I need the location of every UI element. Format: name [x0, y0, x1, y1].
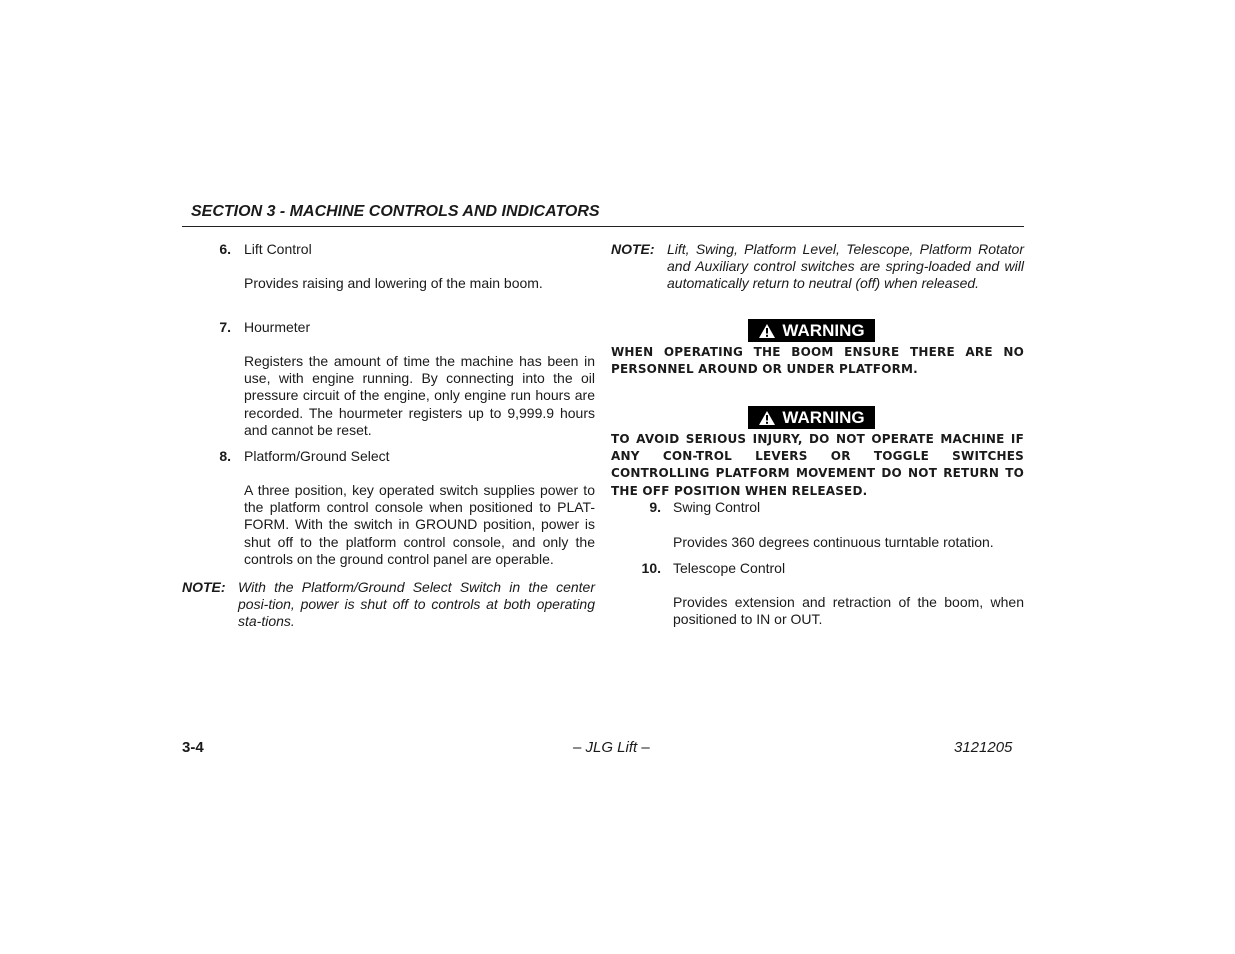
warning-text: WHEN OPERATING THE BOOM ENSURE THERE ARE NO PERSONNEL AROUND OR UNDER PLATFORM.: [611, 345, 1024, 377]
item-number-6: 6.: [219, 241, 231, 257]
item-label-hourmeter: Hourmeter: [244, 319, 311, 335]
warning-badge: [748, 319, 875, 342]
note-text: With the Platform/Ground Select Switch in the center posi-tion, power is shut off to controls at both operating sta-tions.: [238, 579, 595, 630]
warning-text: TO AVOID SERIOUS INJURY, DO NOT OPERATE MACHINE IF ANY CON-TROL LEVERS OR TOGGLE SWITCHES CONTROLLING PLATFORM MOVEMENT DO NOT RETURN TO THE OFF POSITION WHEN RELEASED.: [611, 432, 1024, 498]
item-description-hourmeter: Registers the amount of time the machine has been in use, with engine running. By connecting into the oil pressure circuit of the engine, only engine run hours are recorded. The hourmeter registers up to 9,999.9 hours and cannot be reset.: [244, 353, 595, 438]
item-description-lift-control: Provides raising and lowering of the main boom.: [244, 275, 543, 291]
item-number-10: 10.: [641, 560, 661, 576]
header-rule: [182, 226, 1024, 227]
item-label-swing-control: Swing Control: [673, 499, 761, 515]
note-text: Lift, Swing, Platform Level, Telescope, Platform Rotator and Auxiliary control switches are spring-loaded and will automatically return to neutral (off) when released.: [667, 241, 1024, 292]
warning-badge-label: WARNING: [782, 320, 865, 340]
item-description-swing-control: Provides 360 degrees continuous turntable rotation.: [673, 534, 994, 550]
item-description-platform-ground-select: A three position, key operated switch supplies power to the platform control console when positioned to PLAT-FORM. With the switch in GROUND position, power is shut off to the platform control console, and only the controls on the ground control panel are operable.: [244, 482, 595, 567]
item-label-telescope-control: Telescope Control: [673, 560, 786, 576]
item-label-platform-ground-select: Platform/Ground Select: [244, 448, 390, 464]
item-number-7: 7.: [219, 319, 231, 335]
warning-triangle-icon: [758, 410, 776, 426]
item-label-lift-control: Lift Control: [244, 241, 312, 257]
page-number: 3-4: [182, 739, 204, 756]
item-number-8: 8.: [219, 448, 231, 464]
section-title: SECTION 3 - MACHINE CONTROLS AND INDICATORS: [191, 203, 600, 220]
footer-center-text: – JLG Lift –: [573, 739, 650, 756]
item-description-telescope-control: Provides extension and retraction of the boom, when positioned to IN or OUT.: [673, 594, 1024, 628]
document-number: 3121205: [954, 739, 1013, 756]
note-label: NOTE:: [182, 579, 226, 595]
note-label: NOTE:: [611, 241, 655, 257]
warning-badge-label: WARNING: [782, 407, 865, 427]
warning-badge: [748, 406, 875, 429]
warning-triangle-icon: [758, 323, 776, 339]
item-number-9: 9.: [649, 499, 661, 515]
